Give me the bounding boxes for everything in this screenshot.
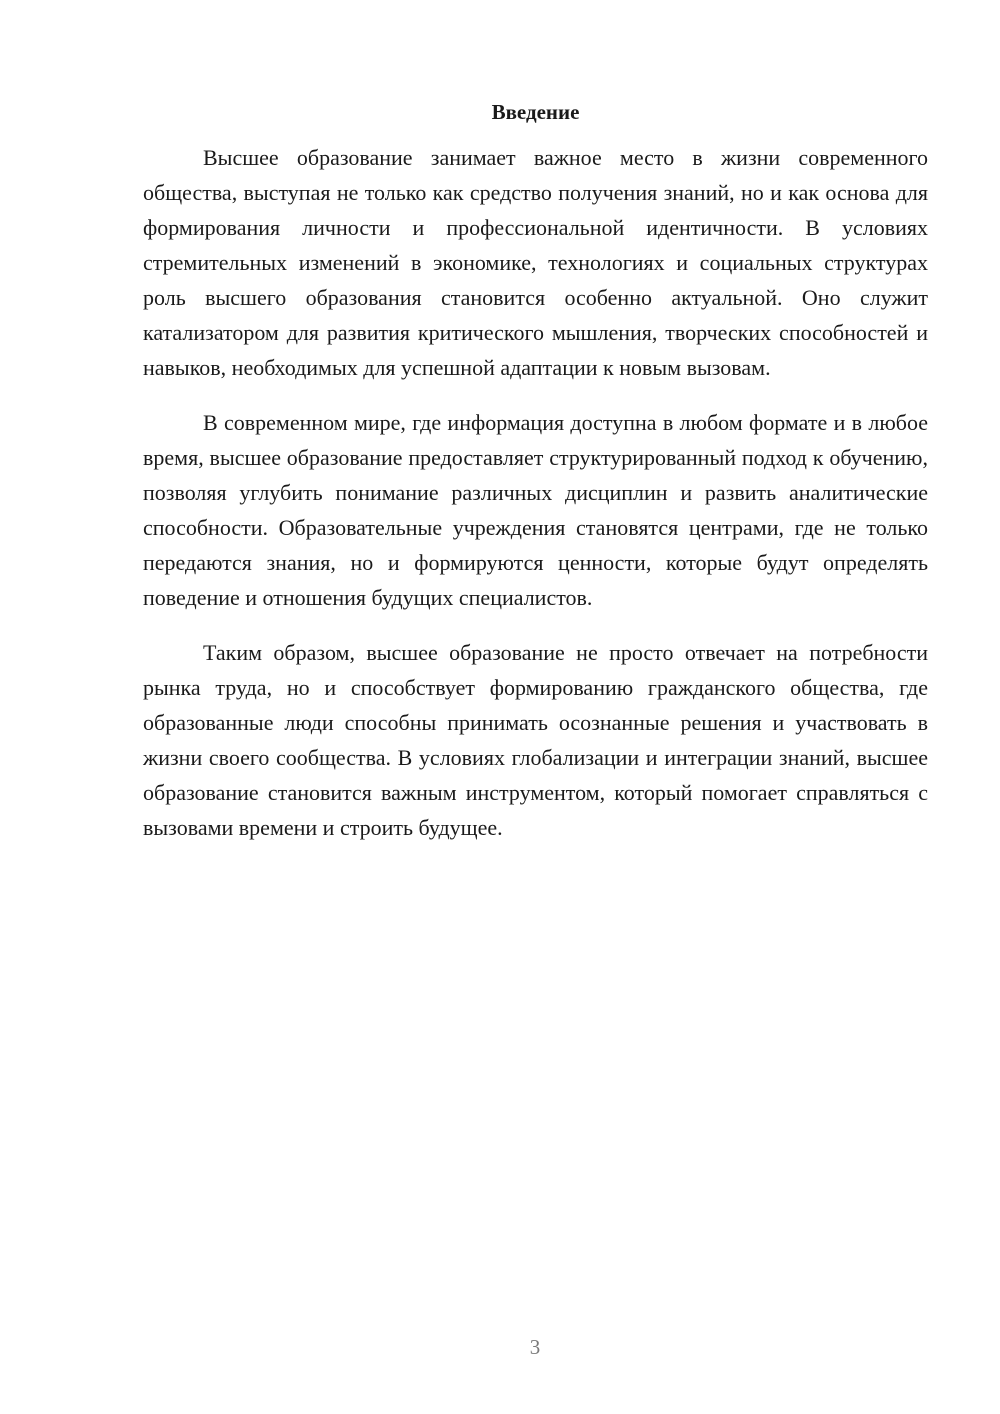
paragraph-2: В современном мире, где информация доступна в любом формате и в любое время, высшее образование предоставляет структурированный подход к обучению, позволяя углубить понимание различных дисциплин и развить аналитические способности. Образовательные учреждения становятся центрами, где не только передаются знания, но и формируются ценности, которые будут определять поведение и отношения будущих специалистов. — [143, 410, 928, 610]
page-content — [143, 96, 928, 865]
paragraph-3: Таким образом, высшее образование не просто отвечает на потребности рынка труда, но и способствует формированию гражданского общества, где образованные люди способны принимать осознанные решения и участвовать в жизни своего сообщества. В условиях глобализации и интеграции знаний, высшее образование становится важным инструментом, который помогает справляться с вызовами времени и строить будущее. — [143, 640, 928, 840]
paragraph-1: Высшее образование занимает важное место в жизни современного общества, выступая не только как средство получения знаний, но и как основа для формирования личности и профессиональной идентичности. В условиях стремительных изменений в экономике, технологиях и социальных структурах роль высшего образования становится особенно актуальной. Оно служит катализатором для развития критического мышления, творческих способностей и навыков, необходимых для успешной адаптации к новым вызовам. — [143, 145, 928, 380]
section-heading: Введение — [491, 100, 580, 124]
page-number: 3 — [529, 1335, 541, 1359]
